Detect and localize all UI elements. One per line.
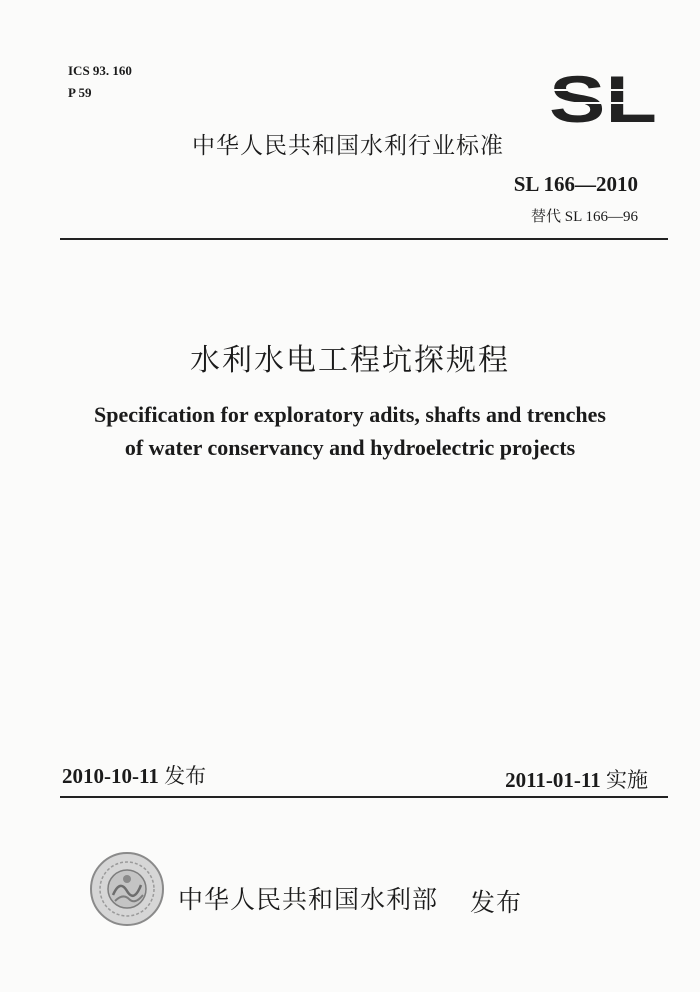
bottom-divider <box>60 796 668 798</box>
release-date: 2010-10-11 <box>62 764 159 788</box>
standard-number: SL 166—2010 <box>513 172 638 196</box>
effective-label: 实施 <box>606 768 648 792</box>
release-label: 发布 <box>164 764 207 788</box>
title-chinese: 水利水电工程坑探规程 <box>190 343 510 378</box>
ccs-code: P 59 <box>68 85 92 100</box>
top-divider <box>60 238 668 240</box>
standard-category: 中华人民共和国水利行业标准 <box>192 133 504 159</box>
title-english-line2: of water conservancy and hydroelectric projects <box>124 435 576 460</box>
effective-date-block <box>505 764 648 794</box>
sl-logo-text: SL <box>549 70 657 128</box>
ministry-seal-icon <box>89 851 165 927</box>
title-english-line1: Specification for exploratory adits, shafts and trenches <box>94 402 606 427</box>
ics-code: ICS 93. 160 <box>68 63 132 78</box>
title-english <box>0 398 700 464</box>
issuing-authority: 中华人民共和国水利部 <box>178 885 439 914</box>
effective-date: 2011-01-11 <box>505 768 601 792</box>
classification-codes <box>68 60 132 104</box>
replaces-note: 替代 SL 166—96 <box>531 209 638 225</box>
issue-label: 发布 <box>470 888 523 917</box>
sl-logo <box>548 70 658 128</box>
release-date-block <box>62 760 206 790</box>
